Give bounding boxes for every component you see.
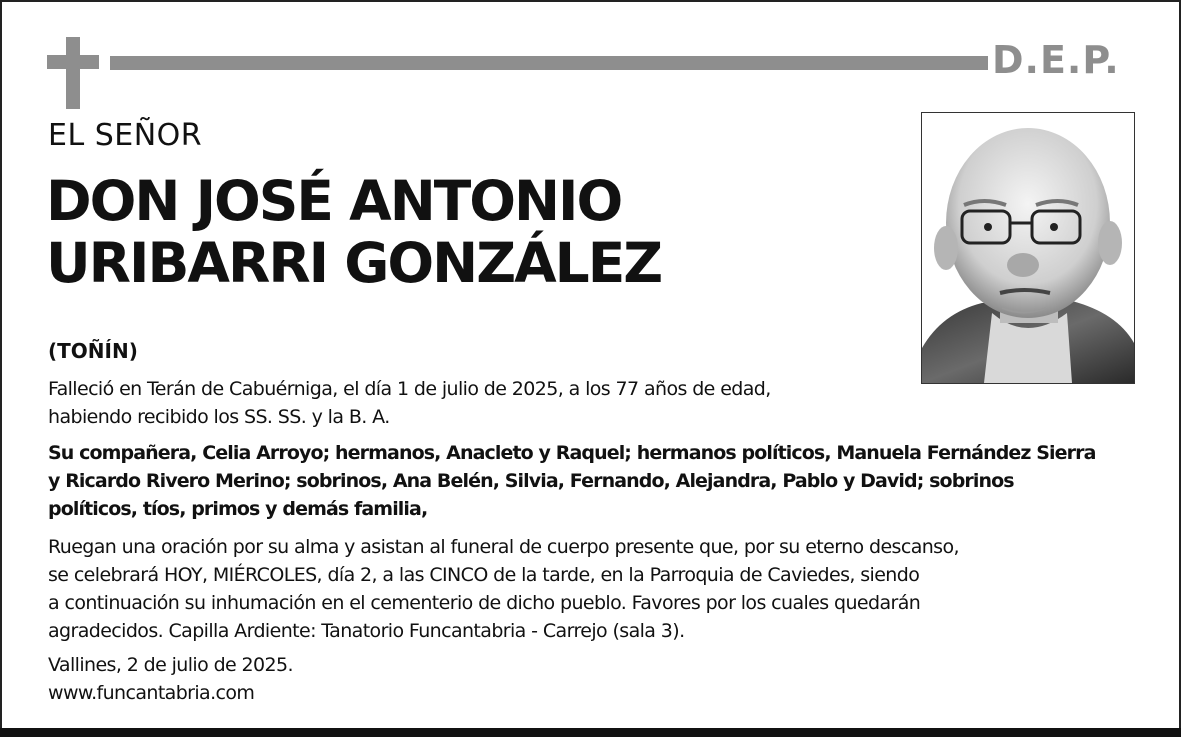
family-line-2: y Ricardo Rivero Merino; sobrinos, Ana Belén, Silvia, Fernando, Alejandra, Pablo y David; sobrinos: [48, 470, 1014, 492]
funeral-line-4: agradecidos. Capilla Ardiente: Tanatorio Funcantabria - Carrejo (sala 3).: [48, 620, 685, 642]
funeral-line-2: se celebrará HOY, MIÉRCOLES, día 2, a las CINCO de la tarde, en la Parroquia de Caviedes, siendo: [48, 564, 920, 586]
cross-icon-horizontal: [47, 55, 99, 69]
nickname: (TOÑÍN): [48, 339, 138, 363]
dep-label: D.E.P.: [992, 38, 1120, 82]
funeral-line-3: a continuación su inhumación en el cementerio de dicho pueblo. Favores por los cuales quedarán: [48, 592, 921, 614]
death-notice: [48, 375, 771, 431]
family-line-3: políticos, tíos, primos y demás familia,: [48, 498, 428, 520]
honorific: EL SEÑOR: [48, 118, 203, 153]
family-list: [48, 439, 1096, 523]
name-line-1: DON JOSÉ ANTONIO: [46, 169, 622, 233]
funeral-details: [48, 533, 959, 645]
footer: [48, 651, 293, 707]
cross-icon-vertical: [66, 37, 80, 109]
place-date: Vallines, 2 de julio de 2025.: [48, 654, 293, 676]
deceased-name: [46, 170, 661, 294]
portrait-photo: [921, 112, 1135, 384]
death-notice-line-1: Falleció en Terán de Cabuérniga, el día 1 de julio de 2025, a los 77 años de edad,: [48, 378, 771, 400]
website-link[interactable]: www.funcantabria.com: [48, 682, 255, 704]
death-notice-line-2: habiendo recibido los SS. SS. y la B. A.: [48, 406, 390, 428]
family-line-1: Su compañera, Celia Arroyo; hermanos, Anacleto y Raquel; hermanos políticos, Manuela Fernández Sierra: [48, 442, 1096, 464]
funeral-line-1: Ruegan una oración por su alma y asistan al funeral de cuerpo presente que, por su eterno descanso,: [48, 536, 959, 558]
bottom-border: [0, 728, 1181, 737]
header-rule: [110, 56, 988, 70]
name-line-2: URIBARRI GONZÁLEZ: [46, 231, 662, 295]
